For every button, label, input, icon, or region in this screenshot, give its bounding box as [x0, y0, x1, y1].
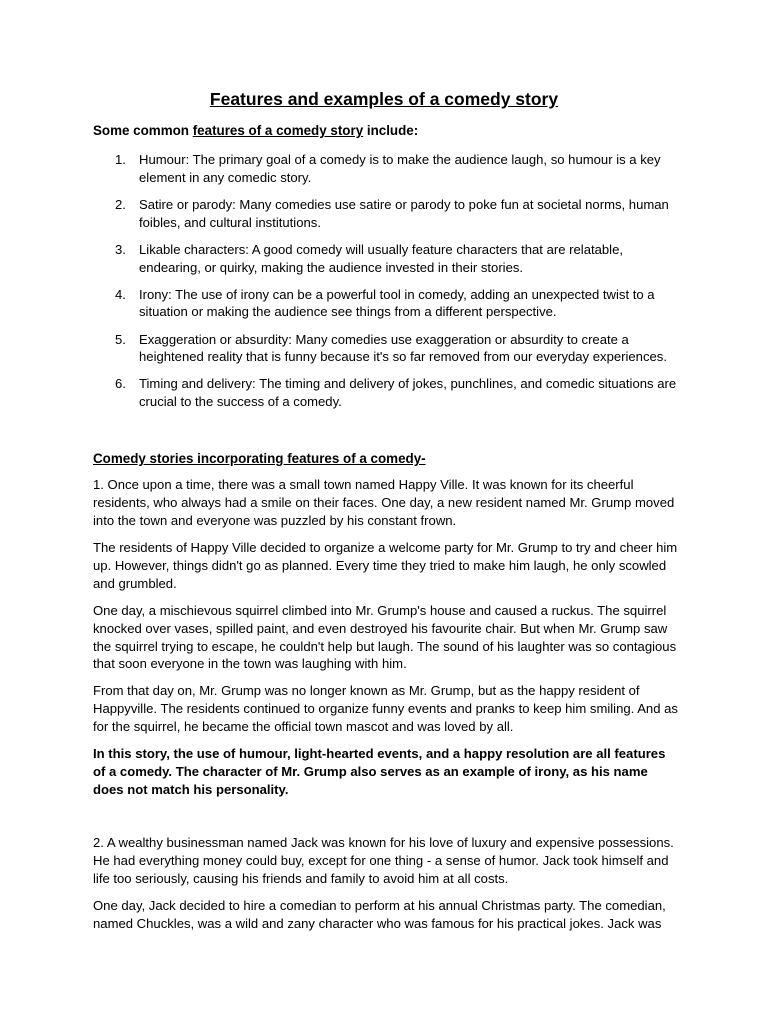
list-item-number: 4. — [115, 286, 126, 302]
intro-suffix: include: — [363, 123, 419, 138]
intro-underlined-phrase: features of a comedy story — [192, 123, 364, 138]
intro-line — [93, 123, 418, 138]
list-item-number: 2. — [115, 196, 126, 212]
list-item — [93, 241, 678, 277]
story-paragraph: 1. Once upon a time, there was a small town named Happy Ville. It was known for its cheerful residents, who always had a smile on their faces. One day, a new resident named Mr. Grump moved into the town and everyone was puzzled by his constant frown. — [93, 477, 675, 528]
list-item — [93, 375, 678, 411]
story-paragraph: One day, a mischievous squirrel climbed into Mr. Grump's house and caused a ruckus. The squirrel knocked over vases, spilled paint, and even destroyed his favourite chair. But when Mr. Grump saw the squirrel trying to escape, he couldn't help but laugh. The sound of his laughter was so contagious that soon everyone in the town was laughing with him. — [93, 603, 677, 672]
list-item-number: 1. — [115, 152, 126, 167]
list-item-number: 6. — [115, 376, 126, 392]
list-item — [93, 196, 678, 232]
story-paragraph: 2. A wealthy businessman named Jack was known for his love of luxury and expensive possessions. He had everything money could buy, except for one thing - a sense of humor. Jack took himself and life too seriously, causing his friends and family to avoid him at all costs. — [93, 835, 674, 886]
document-title: Features and examples of a comedy story — [209, 89, 559, 109]
section-heading: Comedy stories incorporating features of a comedy- — [93, 451, 426, 466]
list-item — [93, 331, 678, 367]
list-item-text: Timing and delivery: The timing and delivery of jokes, punchlines, and comedic situations are crucial to the success of a comedy. — [139, 376, 677, 410]
story-paragraph: The residents of Happy Ville decided to organize a welcome party for Mr. Grump to try and cheer him up. However, things didn't go as planned. Every time they tried to make him laugh, he only scowled and grumbled. — [93, 540, 678, 591]
list-item-text: Satire or parody: Many comedies use satire or parody to poke fun at societal norms, human foibles, and cultural institutions. — [139, 196, 669, 230]
list-item-number: 3. — [115, 241, 126, 257]
story-paragraph: From that day on, Mr. Grump was no longer known as Mr. Grump, but as the happy resident of Happyville. The residents continued to organize funny events and pranks to keep him smiling. And as for the squirrel, he became the official town mascot and was loved by all. — [93, 683, 678, 734]
list-item — [93, 151, 678, 187]
story-summary-paragraph: In this story, the use of humour, light-hearted events, and a happy resolution are all features of a comedy. The character of Mr. Grump also serves as an example of irony, as his name does not match his personality. — [93, 746, 666, 797]
list-item-text: Exaggeration or absurdity: Many comedies use exaggeration or absurdity to create a heightened reality that is funny because it's so far removed from our everyday experiences. — [139, 331, 667, 365]
list-item-text: Humour: The primary goal of a comedy is to make the audience laugh, so humour is a key element in any comedic story. — [139, 152, 661, 185]
story-paragraph: One day, Jack decided to hire a comedian to perform at his annual Christmas party. The comedian, named Chuckles, was a wild and zany character who was famous for his practical jokes. Jack was — [93, 898, 666, 931]
features-list — [93, 151, 678, 420]
list-item-text: Irony: The use of irony can be a powerful tool in comedy, adding an unexpected twist to a situation or making the audience see things from a different perspective. — [139, 286, 655, 320]
list-item-text: Likable characters: A good comedy will usually feature characters that are relatable, endearing, or quirky, making the audience invested in their stories. — [139, 241, 624, 275]
list-item — [93, 286, 678, 322]
list-item-number: 5. — [115, 331, 126, 347]
intro-prefix: Some common — [93, 123, 193, 138]
